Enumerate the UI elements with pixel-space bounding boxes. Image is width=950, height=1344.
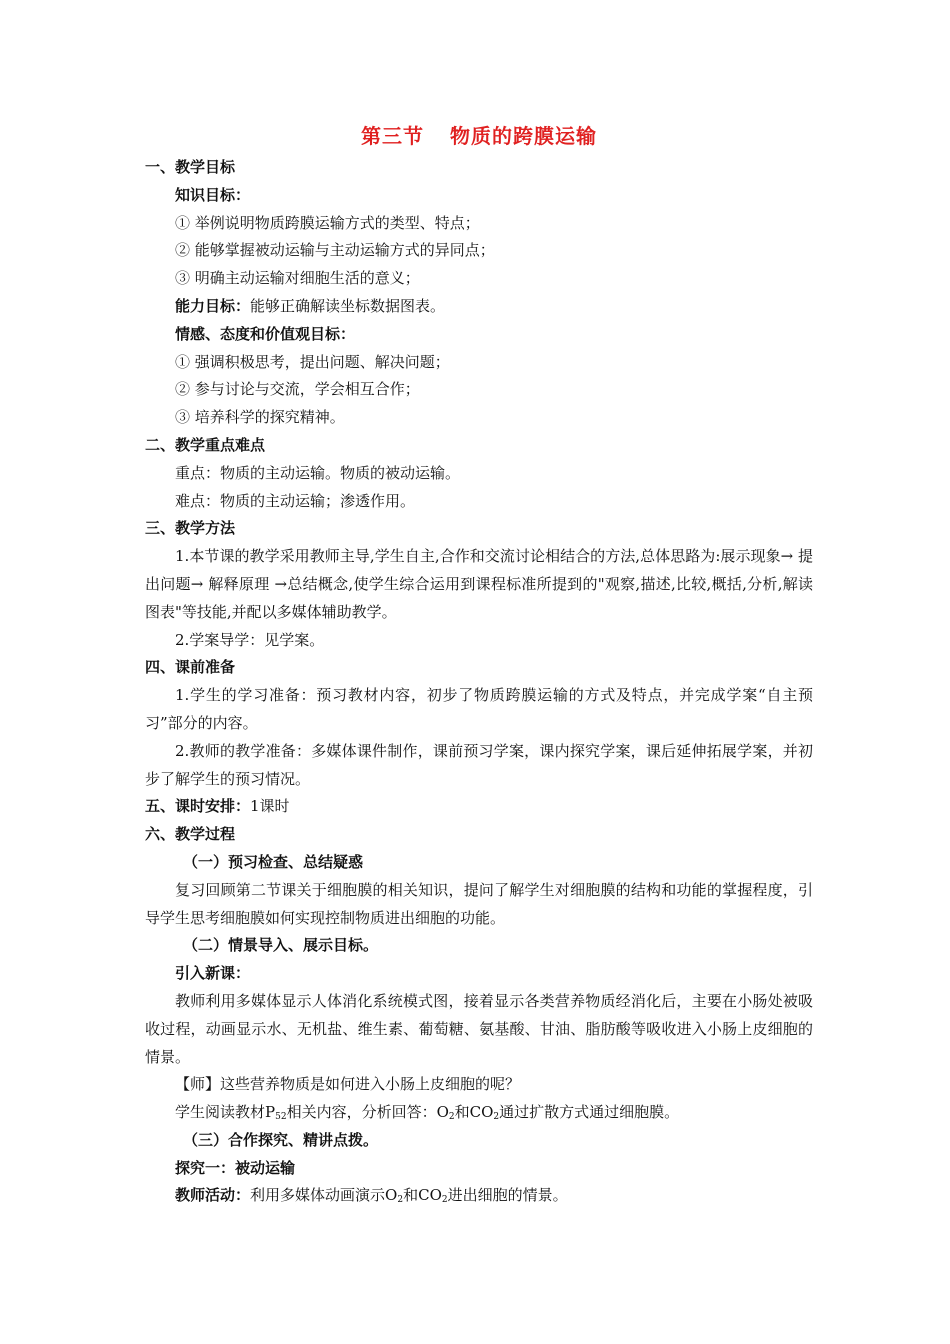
ability-objective [145,293,813,321]
heading-methods: 三、教学方法 [145,519,236,538]
oxygen-subscript: 2 [448,1112,455,1123]
teacher-question-text: 这些营养物质是如何进入小肠上皮细胞的呢？ [220,1075,521,1094]
ability-text: 能够正确解读坐标数据图表。 [250,296,446,315]
key-point: 重点：物质的主动运输。物质的被动运输。 [175,463,461,482]
process-paragraph-1: 复习回顾第二节课关于细胞膜的相关知识，提问了解学生对细胞膜的结构和功能的掌握程度，引导学生思考细胞膜如何实现控制物质进出细胞的功能。 [145,880,813,927]
preparation-paragraph-1: 1.学生的学习准备：预习教材内容，初步了物质跨膜运输的方式及特点，并完成学案“自主预习”部分的内容。 [145,686,813,732]
methods-paragraph-1: 1.本节课的教学采用教师主导,学生自主,合作和交流讨论相结合的方法,总体思路为:展示现象→ 提出问题→ 解释原理 →总结概念,使学生综合运用到课程标准所提到的"观察,描述,比较,概括,分析,解读图表"等技能,并配以多媒体辅助教学。 [145,547,813,621]
emotion-label: 情感、态度和价值观目标： [175,324,356,343]
activity-label: 教师活动： [175,1186,251,1205]
reading-text-c: 通过扩散方式通过细胞膜。 [499,1103,680,1122]
carbon-dioxide-subscript: 2 [493,1112,500,1123]
document-page [145,118,813,1210]
schedule-line [145,793,813,821]
knowledge-item-3: ③ 明确主动运输对细胞生活的意义； [175,269,420,288]
activity-text-b: 进出细胞的情景。 [447,1186,568,1205]
student-reading-line [145,1099,813,1127]
emotion-item-1: ① 强调积极思考，提出问题、解决问题； [175,352,450,371]
explore-1-heading: 探究一：被动运输 [175,1158,296,1177]
teacher-question [145,1071,813,1099]
subheading-intro: （二）情景导入、展示目标。 [183,936,379,955]
schedule-text: 1课时 [250,797,290,816]
knowledge-label: 知识目标： [175,185,251,204]
oxygen-subscript-2: 2 [397,1195,404,1206]
oxygen-symbol-2: O [385,1186,398,1205]
conjunction: 和 [454,1103,470,1122]
reading-text-a: 学生阅读教材 [175,1103,266,1122]
carbon-dioxide-subscript-2: 2 [441,1195,448,1206]
heading-preparation: 四、课前准备 [145,658,236,677]
page-ref-number: 52 [275,1112,287,1123]
emotion-item-3: ③ 培养科学的探究精神。 [175,408,345,427]
preparation-paragraph-2: 2.教师的教学准备：多媒体课件制作，课前预习学案，课内探究学案，课后延伸拓展学案，并初步了解学生的预习情况。 [145,741,813,788]
heading-objectives: 一、教学目标 [145,158,236,176]
teacher-activity-line [145,1182,813,1210]
knowledge-item-1: ① 举例说明物质跨膜运输方式的类型、特点； [175,213,480,232]
activity-text-a: 利用多媒体动画演示 [250,1186,386,1205]
carbon-dioxide-symbol-2: CO [418,1186,442,1205]
page-ref: P [265,1103,276,1122]
ability-label: 能力目标： [175,296,251,315]
heading-key-points: 二、教学重点难点 [145,435,266,454]
process-paragraph-2: 教师利用多媒体显示人体消化系统模式图，接着显示各类营养物质经消化后，主要在小肠处被吸收过程，动画显示水、无机盐、维生素、葡萄糖、氨基酸、甘油、脂肪酸等吸收进入小肠上皮细胞的情景。 [145,991,813,1066]
carbon-dioxide-symbol: CO [469,1103,494,1122]
heading-process: 六、教学过程 [145,825,236,844]
intro-label: 引入新课： [175,964,251,983]
difficult-point: 难点：物质的主动运输；渗透作用。 [175,491,416,510]
oxygen-symbol: O [436,1103,449,1122]
heading-schedule: 五、课时安排： [145,797,251,816]
subheading-explore: （三）合作探究、精讲点拨。 [183,1130,379,1149]
page-title [145,118,813,154]
knowledge-item-2: ② 能够掌握被动运输与主动运输方式的异同点； [175,241,495,260]
section-title: 物质的跨膜运输 [450,124,597,148]
conjunction-2: 和 [403,1186,419,1205]
teacher-tag: 【师】 [175,1075,221,1094]
methods-paragraph-2: 2.学案导学：见学案。 [175,630,325,649]
reading-text-b: 相关内容，分析回答： [286,1103,437,1122]
emotion-item-2: ② 参与讨论与交流，学会相互合作； [175,380,420,399]
subheading-preview: （一）预习检查、总结疑惑 [183,852,364,871]
section-number: 第三节 [361,124,424,148]
